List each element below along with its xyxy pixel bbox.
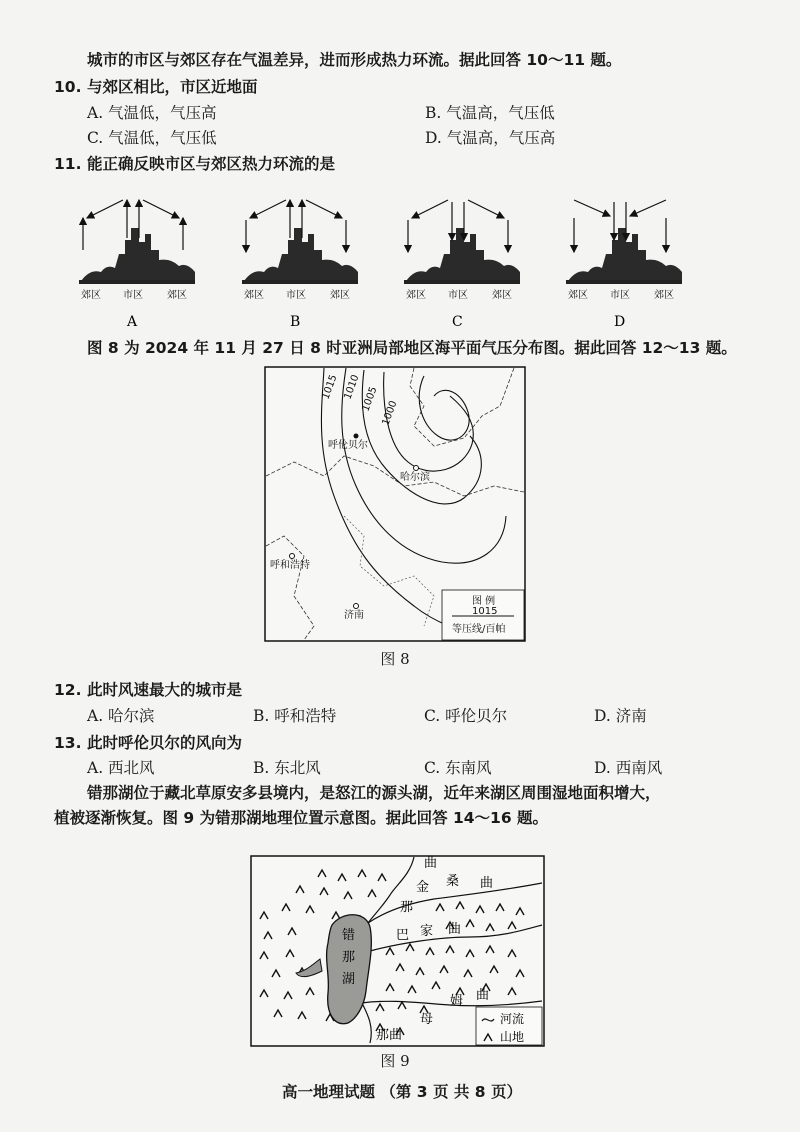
option-c[interactable]: C. 呼伦贝尔 [424, 707, 508, 725]
question-stem: 此时呼伦贝尔的风向为 [87, 734, 243, 752]
option-letter: A [127, 314, 138, 330]
figure-8-pressure-map [264, 366, 526, 642]
river-label: 曲 [424, 856, 438, 871]
question-number: 12. [54, 681, 82, 699]
legend-river: 河流 [500, 1012, 525, 1026]
river-label: 曲 [480, 876, 494, 891]
option-c[interactable]: C. 东南风 [424, 759, 492, 777]
option-a[interactable]: A. 哈尔滨 [87, 707, 155, 725]
option-a[interactable]: A. 西北风 [87, 759, 155, 777]
city-jinan: 济南 [344, 610, 364, 621]
river-label: 母 [420, 1012, 434, 1027]
city-hulunbuir: 呼伦贝尔 [328, 440, 368, 451]
diagram-b[interactable] [242, 200, 358, 330]
figure-9-caption: 图 9 [380, 1052, 410, 1070]
diagram-d[interactable] [566, 200, 682, 330]
page-footer: 高一地理试题 （第 3 页 共 8 页） [282, 1083, 522, 1101]
passage-intro-14-16-cont: 植被逐渐恢复。图 9 为错那湖地理位置示意图。据此回答 14～16 题。 [54, 809, 549, 827]
legend-label: 等压线/百帕 [452, 624, 506, 635]
passage-intro-10-11: 城市的市区与郊区存在气温差异，进而形成热力环流。据此回答 10～11 题。 [87, 51, 622, 69]
question-stem: 此时风速最大的城市是 [87, 681, 243, 699]
option-a[interactable]: A. 气温低，气压高 [87, 104, 217, 122]
river-label: 姆 [450, 994, 464, 1009]
lake-char: 那 [342, 950, 356, 965]
option-b[interactable]: B. 气温高，气压低 [425, 104, 555, 122]
question-stem: 能正确反映市区与郊区热力环流的是 [87, 155, 336, 173]
river-label: 桑 [446, 874, 460, 889]
isobar-label: 1000 [380, 399, 400, 428]
river-label: 曲 [448, 922, 462, 937]
figure-8-caption: 图 8 [380, 650, 410, 668]
river-label: 巴 [396, 928, 410, 943]
legend-mountain: 山地 [500, 1030, 525, 1044]
option-b[interactable]: B. 东北风 [253, 759, 321, 777]
option-letter: C [452, 314, 463, 330]
passage-intro-12-13: 图 8 为 2024 年 11 月 27 日 8 时亚洲局部地区海平面气压分布图。据此回答 12～13 题。 [87, 339, 737, 357]
question-number: 11. [54, 155, 82, 173]
label-suburb-left: 郊区 [568, 290, 588, 301]
question-number: 10. [54, 78, 82, 96]
option-d[interactable]: D. 西南风 [594, 759, 663, 777]
option-d[interactable]: D. 济南 [594, 707, 647, 725]
isobar-label: 1015 [320, 373, 340, 402]
lake-char: 湖 [342, 972, 356, 987]
label-city: 市区 [286, 290, 306, 301]
label-suburb-right: 郊区 [167, 290, 187, 301]
passage-intro-14-16: 错那湖位于藏北草原安多县境内，是怒江的源头湖，近年来湖区周围湿地面积增大， [87, 784, 661, 802]
label-city: 市区 [123, 290, 143, 301]
city-harbin: 哈尔滨 [400, 472, 430, 483]
lake-char: 错 [342, 928, 356, 943]
river-label: 家 [420, 924, 434, 939]
option-letter: B [290, 314, 301, 330]
label-suburb-left: 郊区 [406, 290, 426, 301]
diagram-a[interactable] [79, 200, 195, 330]
river-label: 曲 [476, 988, 490, 1003]
figure-9-lake-map [250, 855, 545, 1047]
label-suburb-left: 郊区 [244, 290, 264, 301]
label-city: 市区 [610, 290, 630, 301]
option-letter: D [614, 314, 626, 330]
isobar-label: 1010 [342, 373, 362, 402]
river-label: 金 [416, 880, 430, 895]
river-label: 那 [400, 900, 414, 915]
option-c[interactable]: C. 气温低，气压低 [87, 129, 217, 147]
city-hohhot: 呼和浩特 [270, 560, 310, 571]
legend-value: 1015 [472, 606, 498, 617]
circulation-diagrams [60, 190, 740, 335]
option-b[interactable]: B. 呼和浩特 [253, 707, 337, 725]
label-city: 市区 [448, 290, 468, 301]
question-stem: 与郊区相比，市区近地面 [87, 78, 258, 96]
question-number: 13. [54, 734, 82, 752]
option-d[interactable]: D. 气温高，气压高 [425, 129, 556, 147]
river-label: 那曲 [376, 1028, 403, 1043]
label-suburb-right: 郊区 [330, 290, 350, 301]
label-suburb-right: 郊区 [654, 290, 674, 301]
diagram-c[interactable] [404, 200, 520, 330]
isobar-label: 1005 [360, 385, 380, 414]
legend-title: 图 例 [472, 596, 496, 607]
label-suburb-right: 郊区 [492, 290, 512, 301]
label-suburb-left: 郊区 [81, 290, 101, 301]
